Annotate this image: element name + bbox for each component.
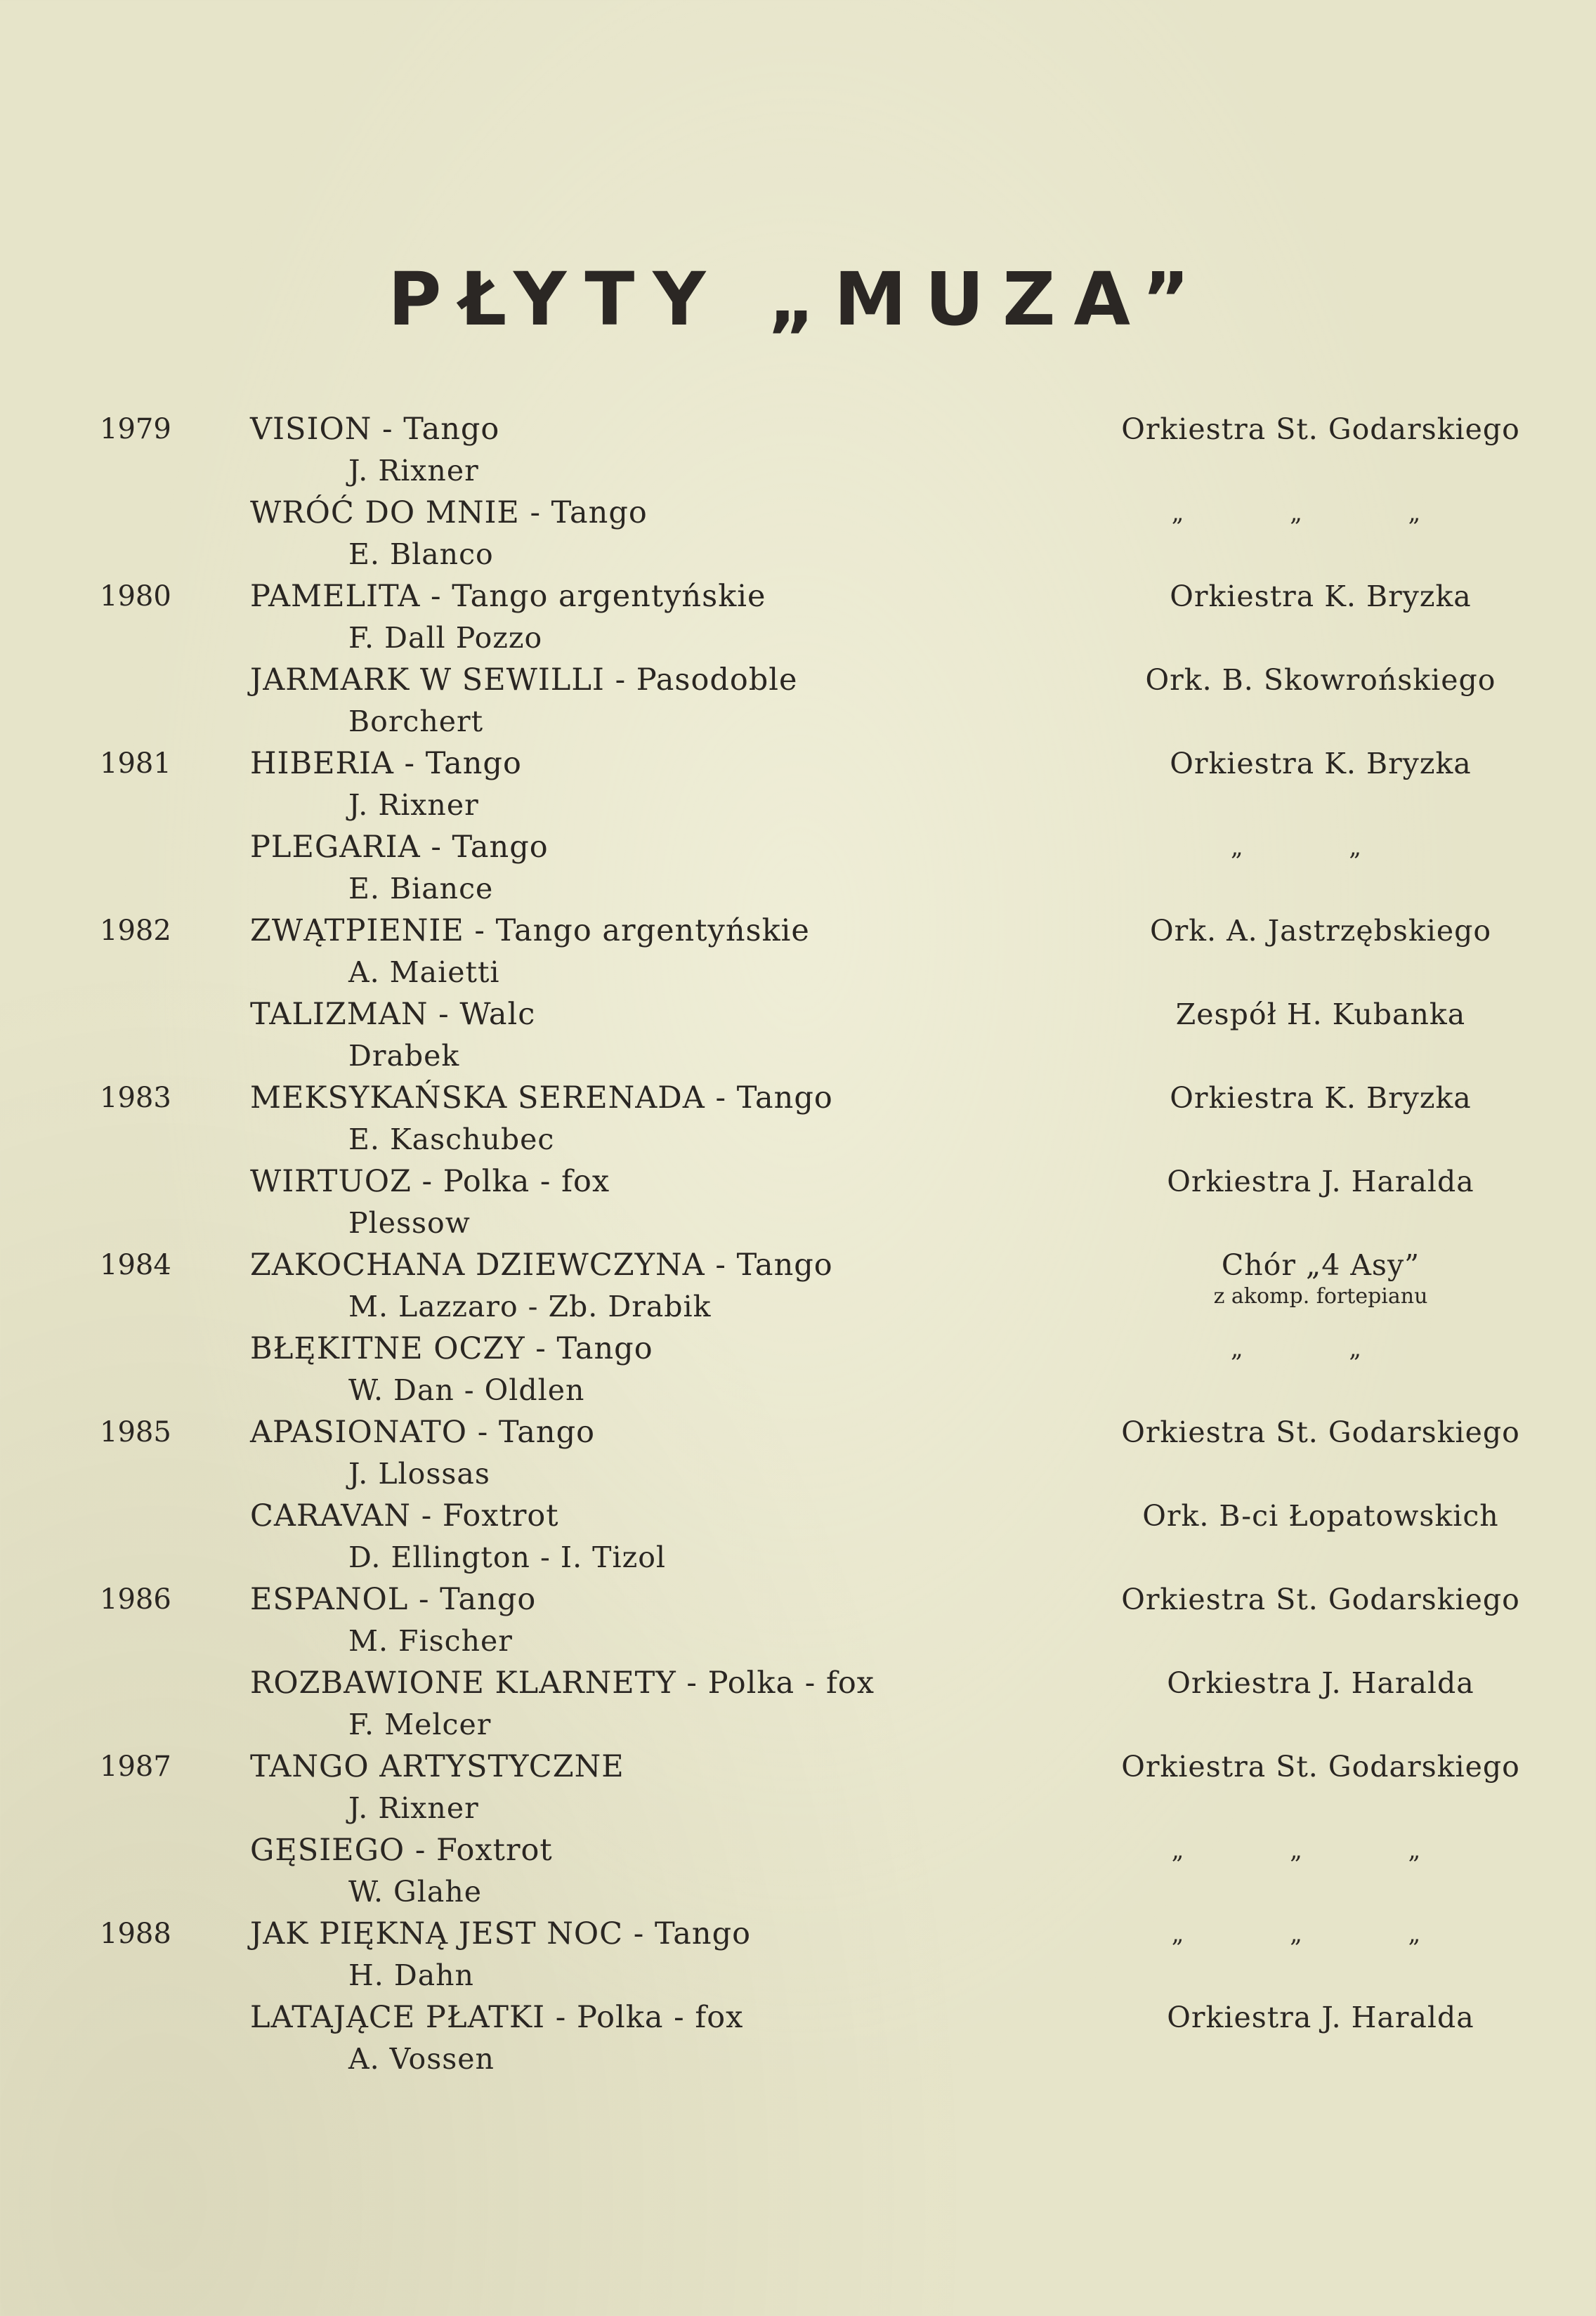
record-entry xyxy=(0,495,1596,578)
composer: Plessow xyxy=(348,1206,471,1240)
record-entry xyxy=(0,1331,1596,1414)
performer: Orkiestra K. Bryzka xyxy=(1170,747,1472,780)
performer: Ork. B. Skowrońskiego xyxy=(1145,663,1496,697)
record-entry xyxy=(0,1248,1596,1330)
composer: F. Dall Pozzo xyxy=(348,621,543,655)
record-entry xyxy=(0,1415,1596,1498)
record-entry xyxy=(0,1582,1596,1665)
performer: Chór „4 Asy” xyxy=(1221,1248,1420,1282)
song-title: CARAVAN - Foxtrot xyxy=(250,1498,559,1533)
record-entry xyxy=(0,1916,1596,1999)
performer: Ork. A. Jastrzębskiego xyxy=(1149,914,1492,948)
record-entry xyxy=(0,1080,1596,1163)
record-year: 1983 xyxy=(100,1082,171,1114)
song-title: APASIONATO - Tango xyxy=(250,1415,595,1450)
record-year: 1985 xyxy=(100,1416,171,1448)
song-title: BŁĘKITNE OCZY - Tango xyxy=(250,1331,653,1366)
composer: D. Ellington - I. Tizol xyxy=(348,1540,666,1574)
composer: E. Blanco xyxy=(348,537,494,571)
performer: Orkiestra K. Bryzka xyxy=(1170,1081,1472,1115)
performer: Orkiestra St. Godarskiego xyxy=(1121,1415,1520,1449)
record-entry xyxy=(0,2000,1596,2083)
composer: J. Rixner xyxy=(348,454,479,488)
record-year: 1987 xyxy=(100,1751,171,1783)
performer-ditto: „ „ „ xyxy=(1171,1836,1470,1864)
performer: Orkiestra St. Godarskiego xyxy=(1121,1750,1520,1784)
composer: Borchert xyxy=(348,705,484,738)
composer: J. Rixner xyxy=(348,1791,479,1825)
song-title: ESPANOL - Tango xyxy=(250,1582,537,1617)
performer: Orkiestra J. Haralda xyxy=(1167,1165,1474,1198)
record-entry xyxy=(0,1833,1596,1916)
record-year: 1981 xyxy=(100,747,171,780)
record-entry xyxy=(0,913,1596,996)
song-title: JAK PIĘKNĄ JEST NOC - Tango xyxy=(250,1916,752,1951)
song-title: MEKSYKAŃSKA SERENADA - Tango xyxy=(250,1080,833,1116)
performer: Orkiestra K. Bryzka xyxy=(1170,580,1472,613)
song-title: TANGO ARTYSTYCZNE xyxy=(250,1749,624,1784)
performer-ditto: „ „ „ xyxy=(1171,1920,1470,1948)
composer: W. Glahe xyxy=(348,1875,483,1909)
composer: M. Fischer xyxy=(348,1624,513,1658)
performer: Zespół H. Kubanka xyxy=(1175,997,1466,1031)
composer: F. Melcer xyxy=(348,1708,492,1741)
composer: Drabek xyxy=(348,1039,460,1073)
record-entry xyxy=(0,579,1596,662)
record-entry xyxy=(0,1164,1596,1247)
record-year: 1979 xyxy=(100,413,171,445)
performer: Orkiestra St. Godarskiego xyxy=(1121,412,1520,446)
composer: W. Dan - Oldlen xyxy=(348,1373,585,1407)
performer-ditto: „ „ xyxy=(1230,1335,1411,1363)
record-entry xyxy=(0,1498,1596,1581)
record-entry xyxy=(0,997,1596,1080)
performer: Orkiestra J. Haralda xyxy=(1167,1666,1474,1700)
composer: A. Maietti xyxy=(348,955,500,989)
record-year: 1982 xyxy=(100,915,171,947)
performer-note: z akomp. fortepianu xyxy=(1213,1284,1428,1309)
composer: J. Rixner xyxy=(348,788,479,822)
record-entry xyxy=(0,412,1596,495)
song-title: WRÓĆ DO MNIE - Tango xyxy=(250,495,648,530)
record-entry xyxy=(0,1749,1596,1832)
song-title: GĘSIEGO - Foxtrot xyxy=(250,1833,553,1868)
composer: A. Vossen xyxy=(348,2042,495,2076)
record-year: 1980 xyxy=(100,580,171,613)
song-title: ZWĄTPIENIE - Tango argentyńskie xyxy=(250,913,810,948)
page-title: PŁYTY „MUZA” xyxy=(388,256,1208,342)
record-year: 1984 xyxy=(100,1249,171,1281)
song-title: ROZBAWIONE KLARNETY - Polka - fox xyxy=(250,1666,875,1701)
performer: Orkiestra J. Haralda xyxy=(1167,2001,1474,2034)
song-title: PLEGARIA - Tango xyxy=(250,830,549,865)
record-year: 1986 xyxy=(100,1583,171,1616)
composer: H. Dahn xyxy=(348,1958,474,1992)
composer: M. Lazzaro - Zb. Drabik xyxy=(348,1290,712,1323)
performer: Orkiestra St. Godarskiego xyxy=(1121,1583,1520,1616)
composer: J. Llossas xyxy=(348,1457,490,1491)
song-title: TALIZMAN - Walc xyxy=(250,997,536,1032)
song-title: LATAJĄCE PŁATKI - Polka - fox xyxy=(250,2000,744,2035)
record-entry xyxy=(0,746,1596,829)
song-title: HIBERIA - Tango xyxy=(250,746,522,781)
record-entry xyxy=(0,662,1596,745)
song-title: JARMARK W SEWILLI - Pasodoble xyxy=(250,662,798,698)
record-entry xyxy=(0,1666,1596,1748)
composer: E. Kaschubec xyxy=(348,1123,555,1156)
song-title: WIRTUOZ - Polka - fox xyxy=(250,1164,610,1199)
record-year: 1988 xyxy=(100,1918,171,1950)
song-title: PAMELITA - Tango argentyńskie xyxy=(250,579,766,614)
performer: Ork. B-ci Łopatowskich xyxy=(1142,1499,1499,1533)
song-title: ZAKOCHANA DZIEWCZYNA - Tango xyxy=(250,1248,833,1283)
performer-ditto: „ „ „ xyxy=(1171,499,1470,527)
song-title: VISION - Tango xyxy=(250,412,500,447)
record-entry xyxy=(0,830,1596,912)
composer: E. Biance xyxy=(348,872,494,905)
performer-ditto: „ „ xyxy=(1230,833,1411,861)
